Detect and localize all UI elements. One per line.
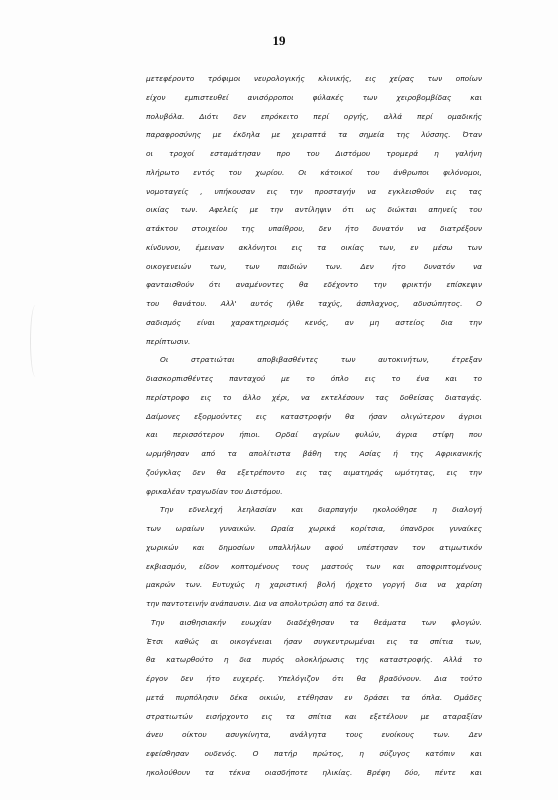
text-line: θα κατωρθούτο η δια πυρός ολοκλήρωσις της καταστροφής. Αλλά το (146, 655, 482, 665)
text-line: μετά πυρπόλησιν δέκα οικιών, ετέθησαν εν δράσει τα όπλα. Ομάδες (146, 692, 482, 702)
text-line: μετεφέροντο τρόφιμοι νευρολογικής κλινικής, εις χείρας των οποίων (146, 74, 482, 83)
text-line: ατάκτου στοιχείου της υπαίθρου, δεν ήτο δυνατόν να διατρέξουν (146, 224, 482, 233)
text-line: οικίας των. Αφελείς με την αντίληψιν ότι ως διώκται απηνείς του (146, 205, 482, 215)
text-line: Έτσι καθώς αι οικογένειαι ήσαν συγκεντρωμέναι εις τα σπίτια των, (146, 636, 482, 646)
text-line: των ωραίων γυναικών. Ωραία χωρικά κορίτσια, ύπανδροι γυναίκες (146, 524, 482, 533)
text-line: ωρμήθησαν από τα απολίτιστα βάθη της Ασίας ή της Αφρικανικής (146, 449, 482, 458)
paragraph-3 (146, 501, 482, 614)
text-line: μακρών των. Ευτυχώς η χαριστική βολή ήρχετο γοργή δια να χαρίση (146, 580, 482, 590)
body-text (146, 70, 482, 783)
text-line: φανταισθούν ότι αναμένοντες θα εδέχοντο την φρικτήν επίσκεψιν (146, 280, 482, 290)
text-line: παραφροσύνης με έκδηλα με χειραπτά τα σημεία της λύσσης. Όταν (146, 130, 482, 140)
text-line: περίστροφο εις το άλλο χέρι, να εκτελέσουν τας δοθείσας διαταγάς. (146, 392, 482, 402)
text-line: οικογενειών των, των παιδιών των. Δεν ήτο δυνατόν να (146, 261, 482, 271)
scan-margin-mark (30, 305, 41, 377)
text-line: Δαίμονες εξορμούντες εις καταστροφήν θα ήσαν ολιγώτερον άγριοι (146, 411, 482, 421)
text-line: σαδισμός είναι χαρακτηρισμός κενός, αν μη αστείος δια την (146, 317, 482, 327)
text-line: ηκολούθουν τα τέκνα οιασδήποτε ηλικίας. Βρέφη δύο, πέντε και (146, 767, 482, 777)
text-line: Την αισθησιακήν ευωχίαν διαδέχθησαν τα θεάματα των φλογών. (151, 617, 482, 627)
text-line: την παντοτεινήν ανάπαυσιν. Δια να απολυτρώση από τα δεινά. (146, 599, 380, 608)
text-line: του θανάτου. Αλλ' αυτός ήλθε ταχύς, άσπλαχνος, αδυσώπητος. Ο (146, 299, 482, 308)
text-line: είχον εμπιστευθεί ανισόρροποι φύλακές των χειροβομβίδας και (146, 92, 482, 102)
text-line: Οι στρατιώται αποβιβασθέντες των αυτοκινήτων, έτρεξαν (160, 355, 482, 365)
text-line: άνευ οίκτου ασυγκίνητα, ανάλγητα τους ενοίκους των. Δεν (146, 730, 482, 740)
paragraph-2 (146, 351, 482, 501)
text-line: εκβιασμόν, είδον κοπτομένους τους μαστούς των και αποφριπτομένους (146, 561, 482, 571)
text-line: διασκορπισθέντες πανταχού με το όπλο εις το ένα και το (146, 374, 482, 383)
text-line: περίπτωσιν. (146, 336, 191, 346)
text-line: οι τροχοί εσταμάτησαν προ του Διστόμου τρομερά η γαλήνη (146, 149, 482, 158)
text-line: πλήρωτο εντός του χωρίου. Οι κάτοικοί του άνθρωποι φιλόνομοι, (146, 167, 482, 177)
text-line: κίνδυνον, έμειναν ακλόνητοι εις τα οικίας των, εν μέσω των (146, 242, 482, 252)
text-line: στρατιωτών εισήρχοντο εις τα σπίτια και εξετέλουν με αταραξίαν (146, 711, 482, 721)
text-line: έργον δεν ήτο ευχερές. Υπελόγιζον ότι θα βραδύνουν. Δια τούτο (146, 674, 482, 683)
paragraph-1 (146, 70, 482, 351)
text-line: φρικαλέαν τραγωδίαν του Διστόμου. (146, 486, 283, 496)
text-line: και περισσότερον ήπιοι. Ορδαί αγρίων φυλών, άγρια στίφη που (146, 430, 482, 440)
text-line: Την εδνελεχή λεηλασίαν και διαρπαγήν ηκολούθησε η διαλογή (160, 505, 482, 515)
text-line: νομοταγείς , υπήκουσαν εις την προσταγήν να εγκλεισθούν εις τας (146, 186, 482, 196)
text-line: εφείσθησαν ουδενός. Ο πατήρ πρώτος, η σύζυγος κατόπιν και (146, 749, 482, 758)
text-line: χωρικών και δημοσίων υπαλλήλων αφού υπέστησαν τον ατιμωτικόν (146, 542, 482, 552)
page-number: 19 (272, 33, 286, 48)
text-line: πολυβόλα. Διότι δεν επρόκειτο περί οργής, αλλά περί ομαδικής (146, 111, 482, 121)
paragraph-4 (146, 614, 482, 783)
text-line: ζούγκλας δεν θα εξετρέποντο εις τας αιματηράς ωμότητας, εις την (146, 467, 482, 477)
